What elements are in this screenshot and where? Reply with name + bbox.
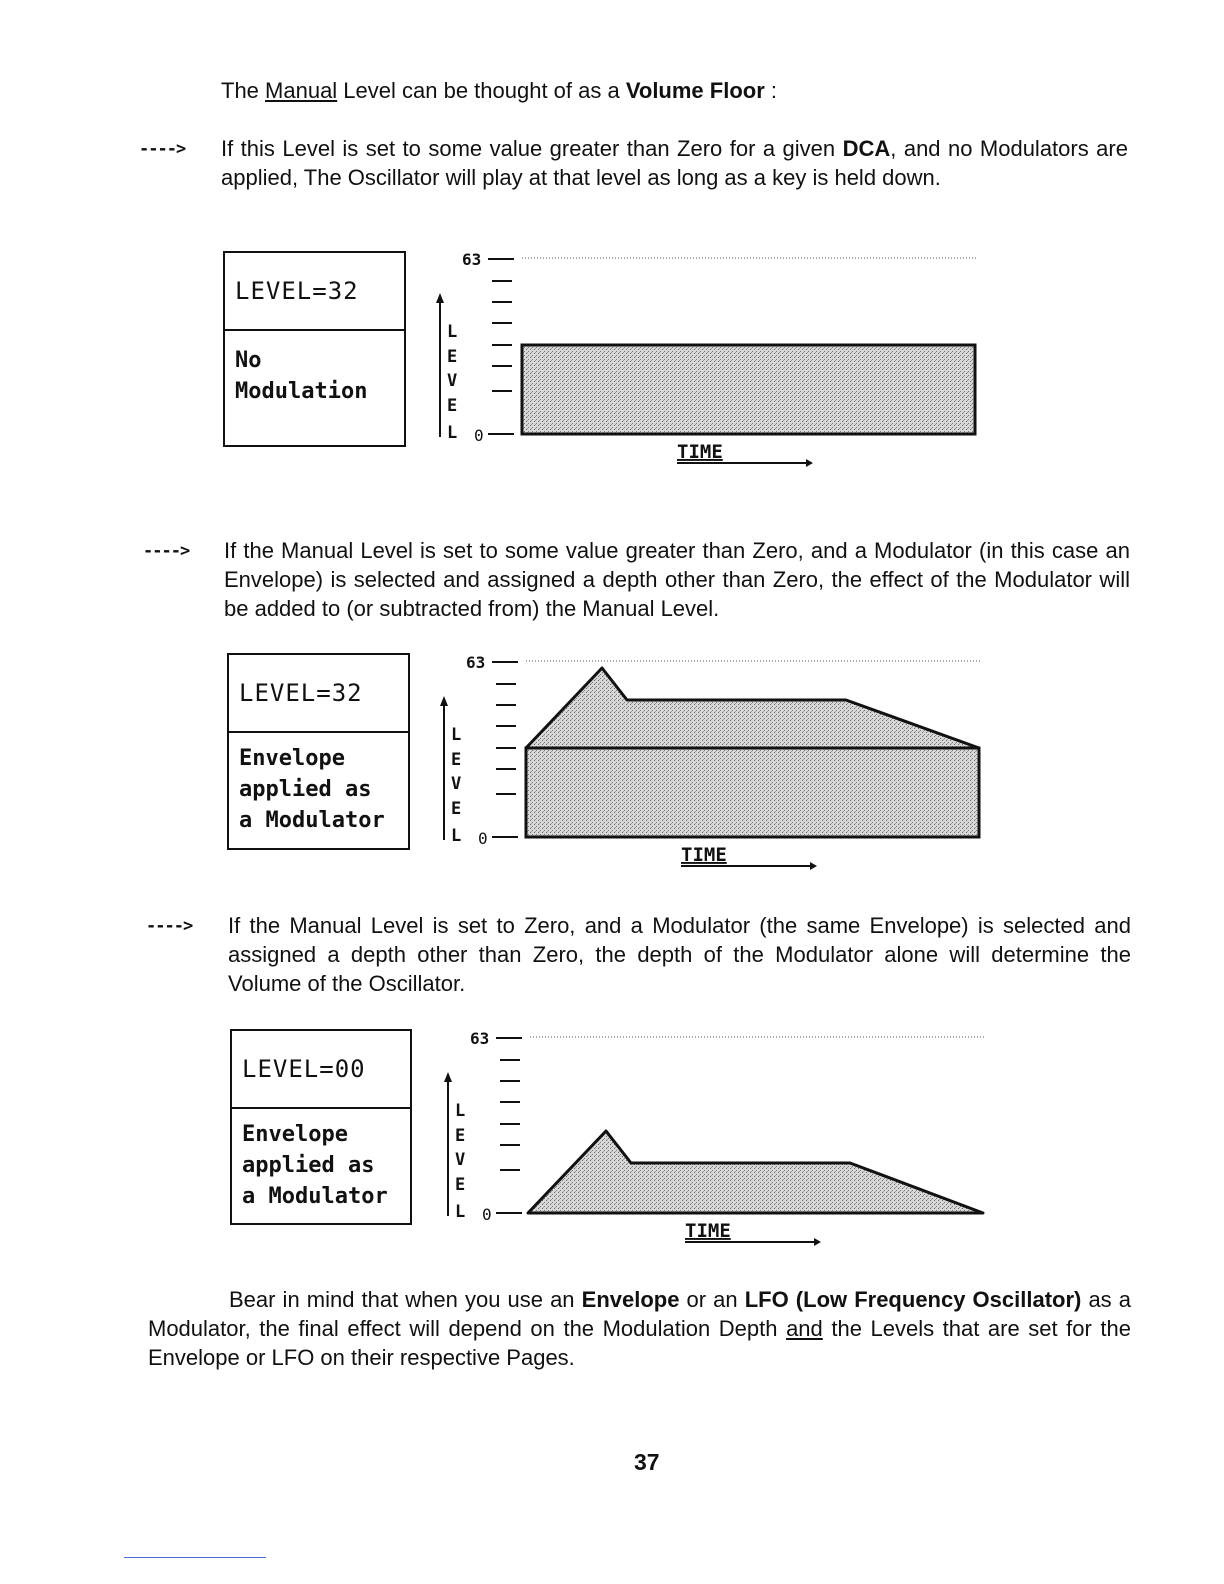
graph3-level-l2: L <box>455 1202 466 1222</box>
level-box-1-desc: No Modulation <box>235 348 368 404</box>
graph1-level-v: V <box>447 371 458 391</box>
intro-mid: Level can be thought of as a <box>337 78 626 103</box>
level-box-2 <box>227 653 410 850</box>
graph3-envelope-shape <box>528 1131 983 1213</box>
level-graph-1 <box>430 245 990 470</box>
level-graph-2 <box>434 648 994 873</box>
graph3-time-label: TIME <box>685 1220 731 1242</box>
graph1-level-e2: E <box>447 396 458 416</box>
graph1-level-l1: L <box>447 322 458 342</box>
closing-envelope: Envelope <box>581 1287 680 1312</box>
intro-line <box>221 76 1121 105</box>
graph3-level-l1: L <box>455 1101 466 1121</box>
graph2-level-v: V <box>451 774 462 794</box>
section1-text-b: , and no Modulators are applied, The Oscillator will play at that level as long as a key is held down. <box>221 136 1128 190</box>
graph2-manual-level-area <box>526 748 979 837</box>
closing-lfo: LFO (Low Frequency Oscillator) <box>744 1287 1082 1312</box>
section1-text-a: If this Level is set to some value greater than Zero for a given <box>221 136 843 161</box>
bullet-arrow-2: ----> <box>143 541 190 561</box>
level-box-3 <box>230 1029 412 1225</box>
footer-rule <box>124 1557 266 1558</box>
section1-text <box>221 134 1128 192</box>
page-number: 37 <box>634 1449 660 1475</box>
graph2-min-label: 0 <box>478 829 488 848</box>
closing-paragraph <box>148 1285 1131 1372</box>
closing-t1: Bear in mind that when you use an <box>229 1287 582 1312</box>
closing-and: and <box>786 1316 823 1341</box>
intro-pre: The <box>221 78 266 103</box>
bullet-arrow-1: ----> <box>139 139 186 159</box>
graph1-level-e1: E <box>447 347 458 367</box>
graph2-level-e2: E <box>451 799 462 819</box>
level-graph-3 <box>438 1024 998 1249</box>
section2-text: If the Manual Level is set to some value greater than Zero, and a Modulator (in this case an Envelope) is selected and assigned a depth other than Zero, the effect of the Modulator will be added to (or subtracted from) the Manual Level. <box>224 538 1130 621</box>
intro-manual: Manual <box>265 78 338 103</box>
graph1-min-label: 0 <box>474 426 484 445</box>
graph2-level-l2: L <box>451 826 462 846</box>
graph3-level-v: V <box>455 1150 466 1170</box>
section1-dca: DCA <box>842 136 891 161</box>
graph3-level-e2: E <box>455 1175 466 1195</box>
intro-post: : <box>764 78 778 103</box>
intro-bold: Volume Floor <box>625 78 765 103</box>
graph3-max-label: 63 <box>470 1029 490 1048</box>
graph1-level-l2: L <box>447 423 458 443</box>
graph3-min-label: 0 <box>482 1205 492 1224</box>
graph3-level-e1: E <box>455 1126 466 1146</box>
graph2-max-label: 63 <box>466 653 486 672</box>
level-box-1 <box>223 251 406 447</box>
graph2-time-label: TIME <box>681 844 727 866</box>
graph2-level-l1: L <box>451 725 462 745</box>
level-box-3-desc: Envelope applied as a Modulator <box>242 1122 388 1209</box>
closing-t4: the Levels that are set for the Envelope or LFO on their respective Pages. <box>148 1316 1131 1370</box>
level-box-2-desc: Envelope applied as a Modulator <box>239 746 385 833</box>
graph2-envelope-shape <box>526 668 979 748</box>
bullet-arrow-3: ----> <box>146 916 193 936</box>
graph1-time-label: TIME <box>677 441 723 463</box>
closing-t2: or an <box>679 1287 745 1312</box>
level-box-2-value: LEVEL=32 <box>229 655 408 733</box>
graph1-manual-level-area <box>522 345 975 434</box>
graph1-max-label: 63 <box>462 250 482 269</box>
section3-text: If the Manual Level is set to Zero, and a Modulator (the same Envelope) is selected and assigned a depth other than Zero, the depth of the Modulator alone will determine the Volume of the Oscillator. <box>228 913 1131 996</box>
level-box-3-value: LEVEL=00 <box>232 1031 410 1109</box>
closing-t3: as a Modulator, the final effect will depend on the Modulation Depth <box>148 1287 1131 1341</box>
graph2-level-e1: E <box>451 750 462 770</box>
level-box-1-value: LEVEL=32 <box>225 253 404 331</box>
